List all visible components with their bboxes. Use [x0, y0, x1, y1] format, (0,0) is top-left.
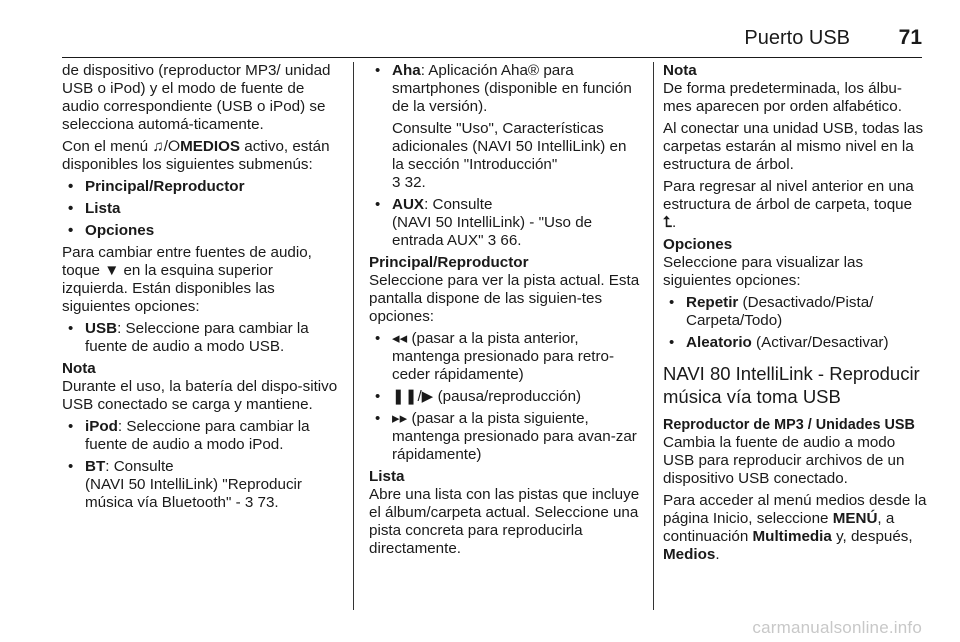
page-reference: 3 73. — [244, 494, 279, 511]
back-paragraph: Para regresar al nivel anterior en una estructura de árbol de carpeta, toque ⮤. — [663, 178, 914, 231]
mp3-section: Reproductor de MP3 / Unidades USB Cambia la fuente de audio a modo USB para reproducir archivos de un dispositivo USB conectado. — [663, 417, 915, 487]
source-list — [62, 320, 342, 356]
page-reference: 3 32. — [392, 174, 426, 191]
back-arrow-icon: ⮤ — [663, 214, 672, 231]
watermark: carmanualsonline.info — [752, 618, 922, 637]
list-section: Lista Abre una lista con las pistas que incluye el álbum/carpeta actual. Seleccione una pista concreta para reproducirla directamente. — [369, 468, 640, 557]
submenu-list — [62, 178, 342, 240]
menu-paragraph: Con el menú ♫/⭘MEDIOS activo, están disponibles los siguientes submenús: — [62, 138, 330, 173]
note: Nota Durante el uso, la batería del dispo-sitivo USB conectado se carga y mantiene. — [62, 360, 338, 413]
list-item: • Aha: Aplicación Aha® para smartphones (disponible en función de la versión). Consulte "Uso", Características adicionales (NAVI 50 IntelliLink) en la sección "Introducción" 3 32. — [369, 62, 641, 192]
column-2 — [369, 62, 641, 562]
options-section: Opciones Seleccione para visualizar las siguientes opciones: — [663, 236, 864, 289]
list-item: • Repetir (Desactivado/Pista/ Carpeta/Todo) — [663, 294, 928, 330]
list-item: • ◂◂ (pasar a la pista anterior, mantenga presionado para retro-ceder rápidamente) — [369, 330, 641, 384]
column-3 — [663, 62, 928, 568]
column-1 — [62, 62, 342, 516]
intro-paragraph: de dispositivo (reproductor MP3/ unidad USB o iPod) y el modo de fuente de audio correspondiente (USB o iPod) se selecciona automá-ticamente. — [62, 62, 331, 133]
music-media-icon: ♫/⭘ — [152, 138, 181, 155]
pause-play-icon: ❚❚/▶ — [392, 388, 434, 405]
list-item: • Lista — [62, 200, 342, 218]
player-section: Principal/Reproductor Seleccione para ver la pista actual. Esta pantalla dispone de las siguien-tes opciones: — [369, 254, 640, 325]
source-list-3 — [369, 62, 641, 250]
note: Nota De forma predeterminada, los álbu-mes aparecen por orden alfabético. — [663, 62, 902, 115]
list-item: • BT: Consulte (NAVI 50 IntelliLink) "Reproducir música vía Bluetooth" - 3 73. — [62, 458, 342, 512]
previous-track-icon: ◂◂ — [392, 330, 408, 347]
sources-paragraph: Para cambiar entre fuentes de audio, toque ▼ en la esquina superior izquierda. Están disponibles las siguientes opciones: — [62, 244, 312, 315]
list-item: • ▸▸ (pasar a la pista siguiente, mantenga presionado para avan-zar rápidamente) — [369, 410, 641, 464]
list-item: • Opciones — [62, 222, 342, 240]
source-list-2 — [62, 418, 342, 512]
page-title: Puerto USB — [744, 27, 850, 49]
column-divider-2 — [653, 62, 654, 610]
page-reference: 3 66. — [487, 232, 522, 249]
list-item: • ❚❚/▶ (pausa/reproducción) — [369, 388, 641, 406]
menu-access-paragraph: Para acceder al menú medios desde la página Inicio, seleccione MENÚ, a continuación Multimedia y, después, Medios. — [663, 492, 927, 563]
player-controls-list — [369, 330, 641, 464]
list-item: • Principal/Reproductor — [62, 178, 342, 196]
list-item: • iPod: Seleccione para cambiar la fuente de audio a modo iPod. — [62, 418, 342, 454]
next-track-icon: ▸▸ — [392, 410, 408, 427]
page-number: 71 — [898, 26, 922, 49]
page-header — [0, 26, 960, 62]
header-divider — [62, 57, 922, 58]
list-item: • USB: Seleccione para cambiar la fuente de audio a modo USB. — [62, 320, 342, 356]
section-heading: NAVI 80 IntelliLink - Reproducir música vía toma USB — [663, 363, 920, 407]
list-item: • Aleatorio (Activar/Desactivar) — [663, 334, 928, 352]
options-list — [663, 294, 928, 352]
column-divider-1 — [353, 62, 354, 610]
note-continued: Al conectar una unidad USB, todas las carpetas estarán al mismo nivel en la estructura de árbol. — [663, 120, 924, 173]
list-item: • AUX: Consulte (NAVI 50 IntelliLink) - "Uso de entrada AUX" 3 66. — [369, 196, 641, 250]
